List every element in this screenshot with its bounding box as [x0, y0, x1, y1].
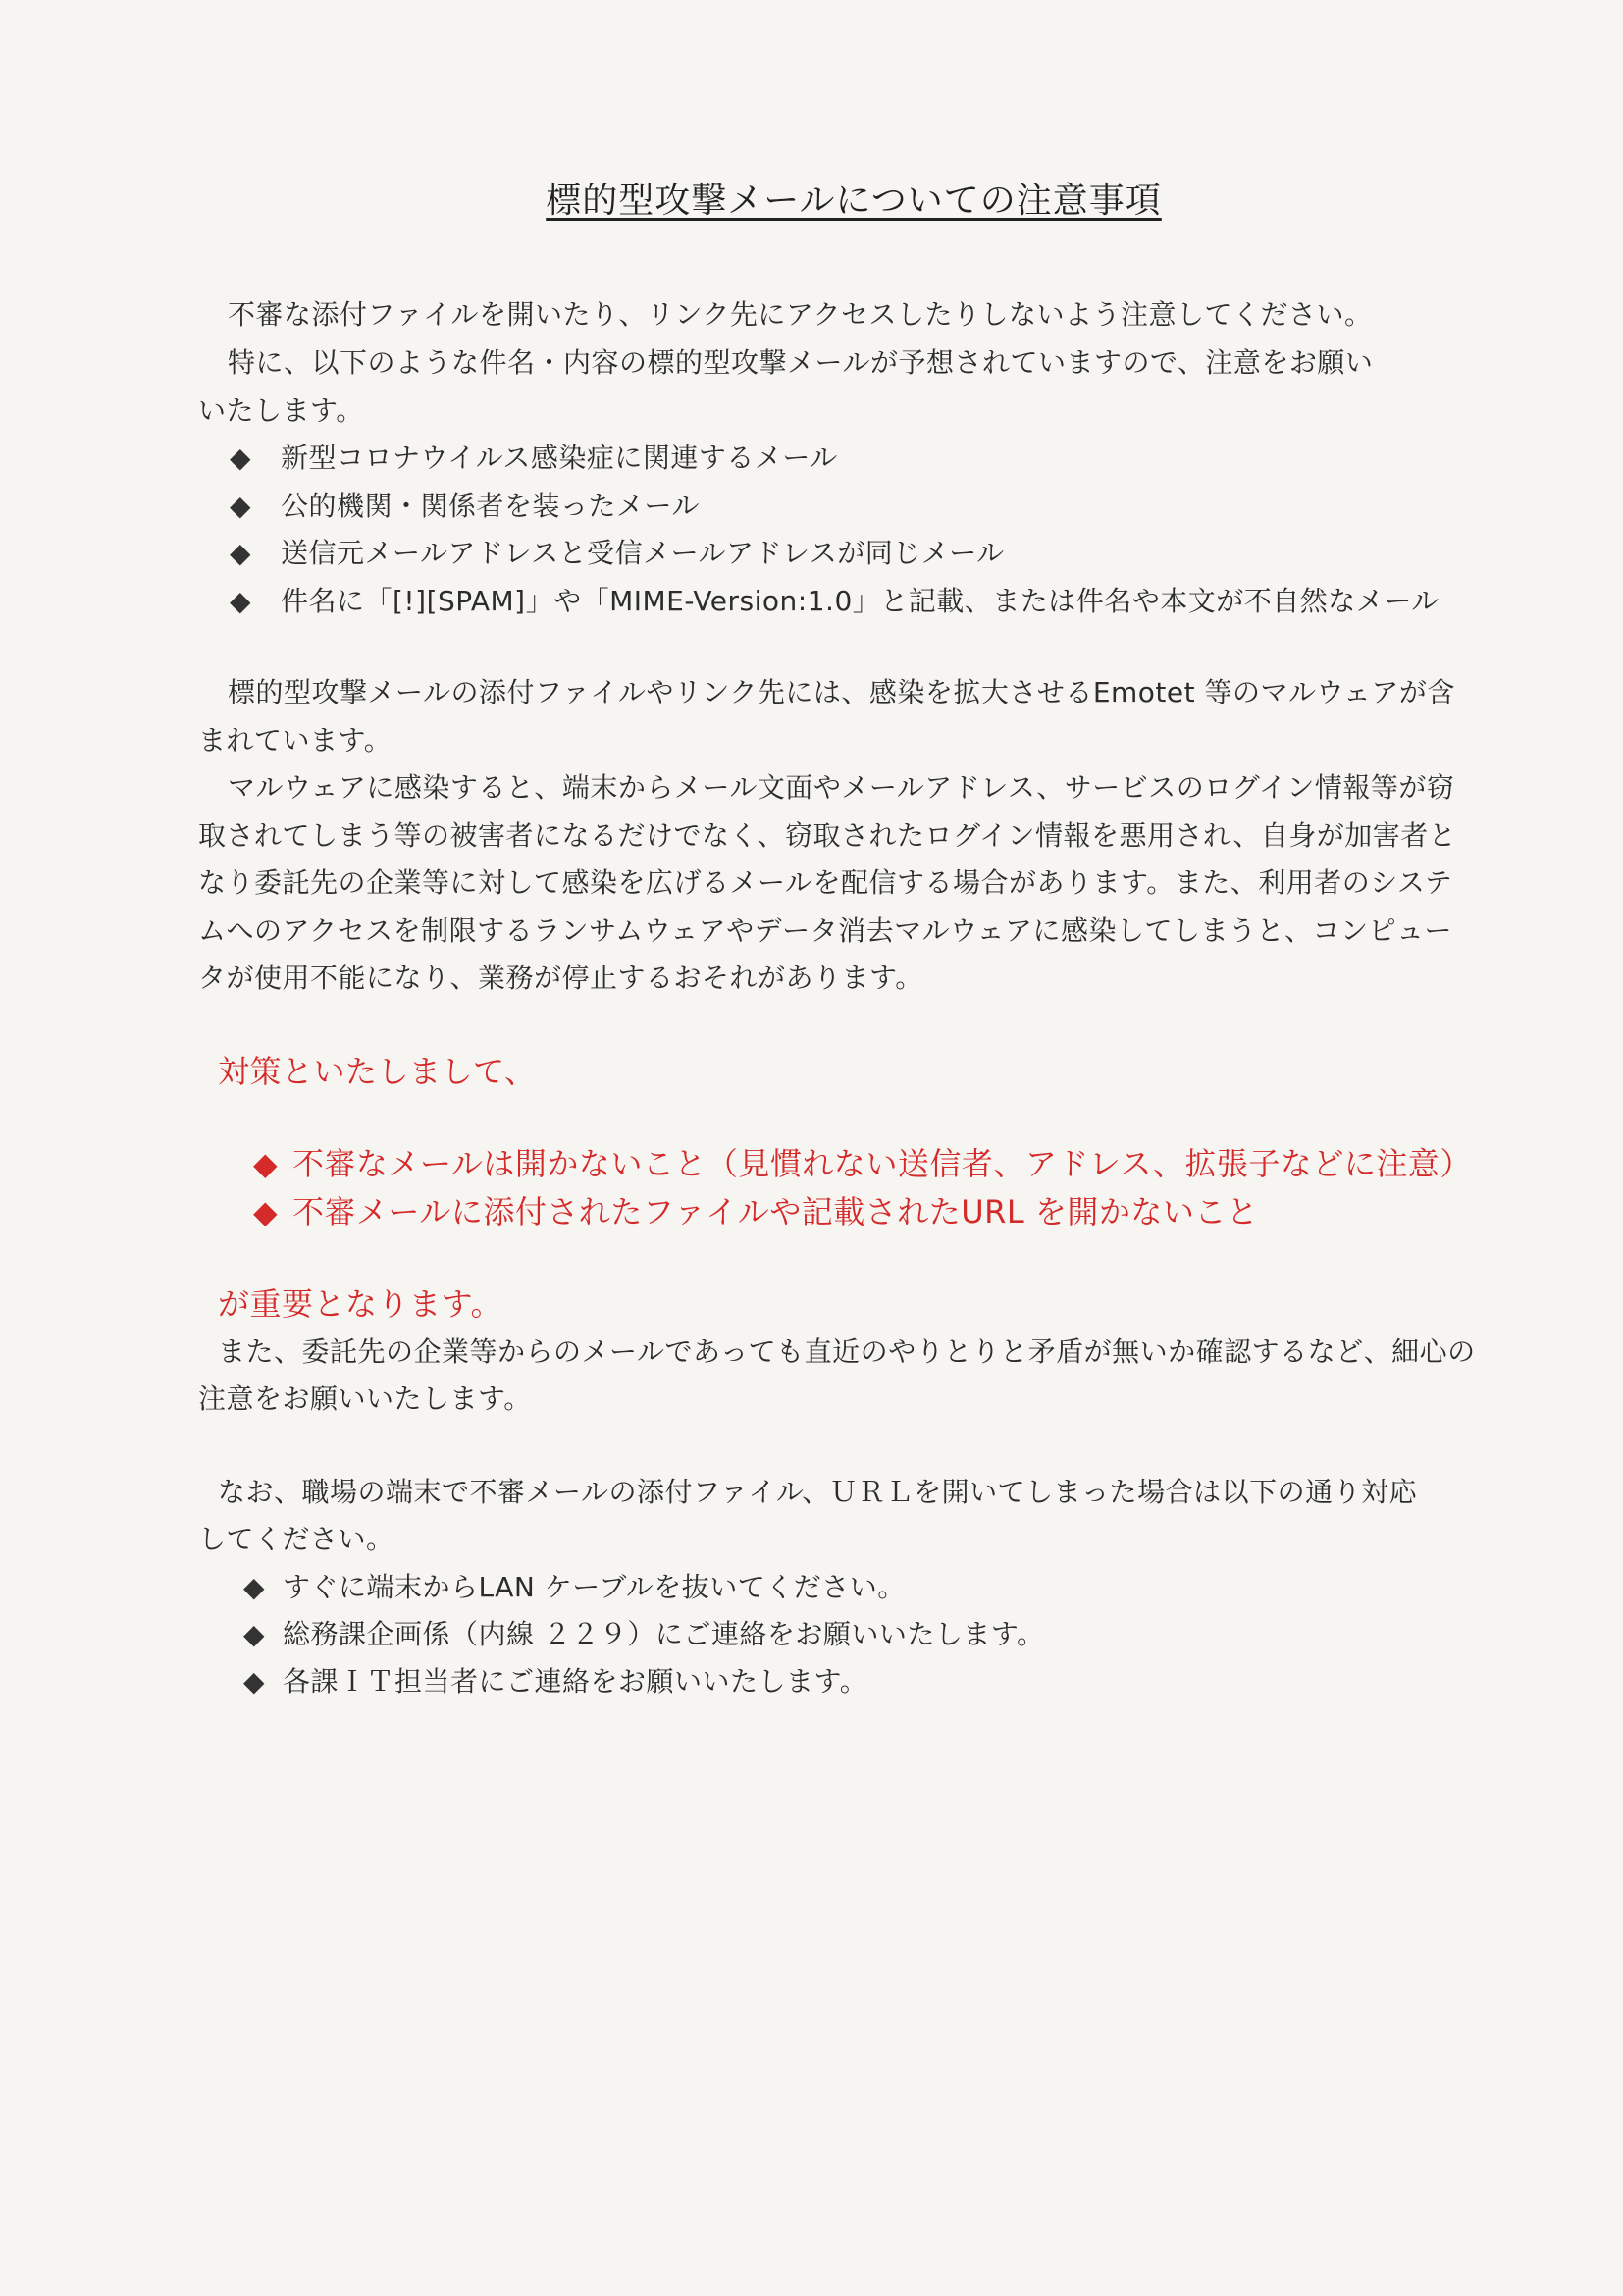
list-item [230, 435, 838, 482]
malware-line-7: タが使用不能になり、業務が停止するおそれがあります。 [198, 962, 923, 994]
malware-line-6: ムへのアクセスを制限するランサムウェアやデータ消去マルウェアに感染してしまうと、コンピュー [198, 914, 1453, 947]
response-line-1: なお、職場の端末で不審メールの添付ファイル、ＵＲＬを開いてしまった場合は以下の通り対応 [218, 1476, 1418, 1508]
response-item-text: すぐに端末からLAN ケーブルを抜いてください。 [283, 1571, 906, 1603]
caution-line-1: また、委託先の企業等からのメールであっても直近のやりとりと矛盾が無いか確認するなど、細心の [218, 1335, 1476, 1368]
intro-line-2: 特に、以下のような件名・内容の標的型攻撃メールが予想されていますので、注意をお願い [228, 346, 1374, 379]
list-item [253, 1140, 1472, 1187]
diamond-bullet-icon: ◆ [243, 1618, 266, 1650]
list-item [230, 530, 1005, 577]
diamond-bullet-icon: ◆ [230, 490, 252, 522]
subject-item-text: 新型コロナウイルス感染症に関連するメール [281, 442, 838, 474]
diamond-bullet-icon: ◆ [253, 1193, 279, 1230]
intro-line-3: いたします。 [198, 394, 364, 427]
list-item [230, 483, 700, 530]
response-item-text: 総務課企画係（内線 ２２９）にご連絡をお願いいたします。 [283, 1618, 1045, 1650]
list-item [230, 578, 1440, 625]
diamond-bullet-icon: ◆ [253, 1145, 279, 1182]
subject-item-text: 公的機関・関係者を装ったメール [281, 490, 700, 522]
measures-conclusion: が重要となります。 [218, 1285, 502, 1323]
measure-item-text: 不審なメールは開かないこと（見慣れない送信者、アドレス、拡張子などに注意） [292, 1145, 1472, 1182]
diamond-bullet-icon: ◆ [230, 585, 252, 617]
caution-line-2: 注意をお願いいたします。 [198, 1383, 532, 1415]
diamond-bullet-icon: ◆ [243, 1665, 266, 1697]
diamond-bullet-icon: ◆ [230, 537, 252, 569]
response-line-2: してください。 [198, 1523, 394, 1555]
diamond-bullet-icon: ◆ [243, 1571, 266, 1603]
malware-line-4: 取されてしまう等の被害者になるだけでなく、窃取されたログイン情報を悪用され、自身が加害者と [198, 819, 1457, 852]
malware-line-2: まれています。 [198, 724, 393, 757]
subject-item-text: 件名に「[!][SPAM]」や「MIME-Version:1.0」と記載、または件名や本文が不自然なメール [281, 585, 1440, 617]
response-item-text: 各課ＩＴ担当者にご連絡をお願いいたします。 [283, 1665, 868, 1697]
list-item [243, 1564, 906, 1611]
subject-item-text: 送信元メールアドレスと受信メールアドレスが同じメール [281, 537, 1005, 569]
document-title: 標的型攻撃メールについての注意事項 [546, 181, 1162, 221]
list-item [253, 1188, 1258, 1235]
diamond-bullet-icon: ◆ [230, 442, 252, 474]
malware-line-5: なり委託先の企業等に対して感染を広げるメールを配信する場合があります。また、利用者のシステ [198, 866, 1453, 899]
measure-item-text: 不審メールに添付されたファイルや記載されたURL を開かないこと [292, 1193, 1259, 1230]
malware-line-1: 標的型攻撃メールの添付ファイルやリンク先には、感染を拡大させるEmotet 等のマルウェアが含 [228, 676, 1455, 708]
intro-line-1: 不審な添付ファイルを開いたり、リンク先にアクセスしたりしないよう注意してください。 [228, 298, 1373, 331]
malware-line-3: マルウェアに感染すると、端末からメール文面やメールアドレス、サービスのログイン情報等が窃 [228, 771, 1455, 804]
list-item [243, 1611, 1045, 1658]
list-item [243, 1658, 867, 1705]
measures-heading: 対策といたしまして、 [218, 1053, 537, 1090]
